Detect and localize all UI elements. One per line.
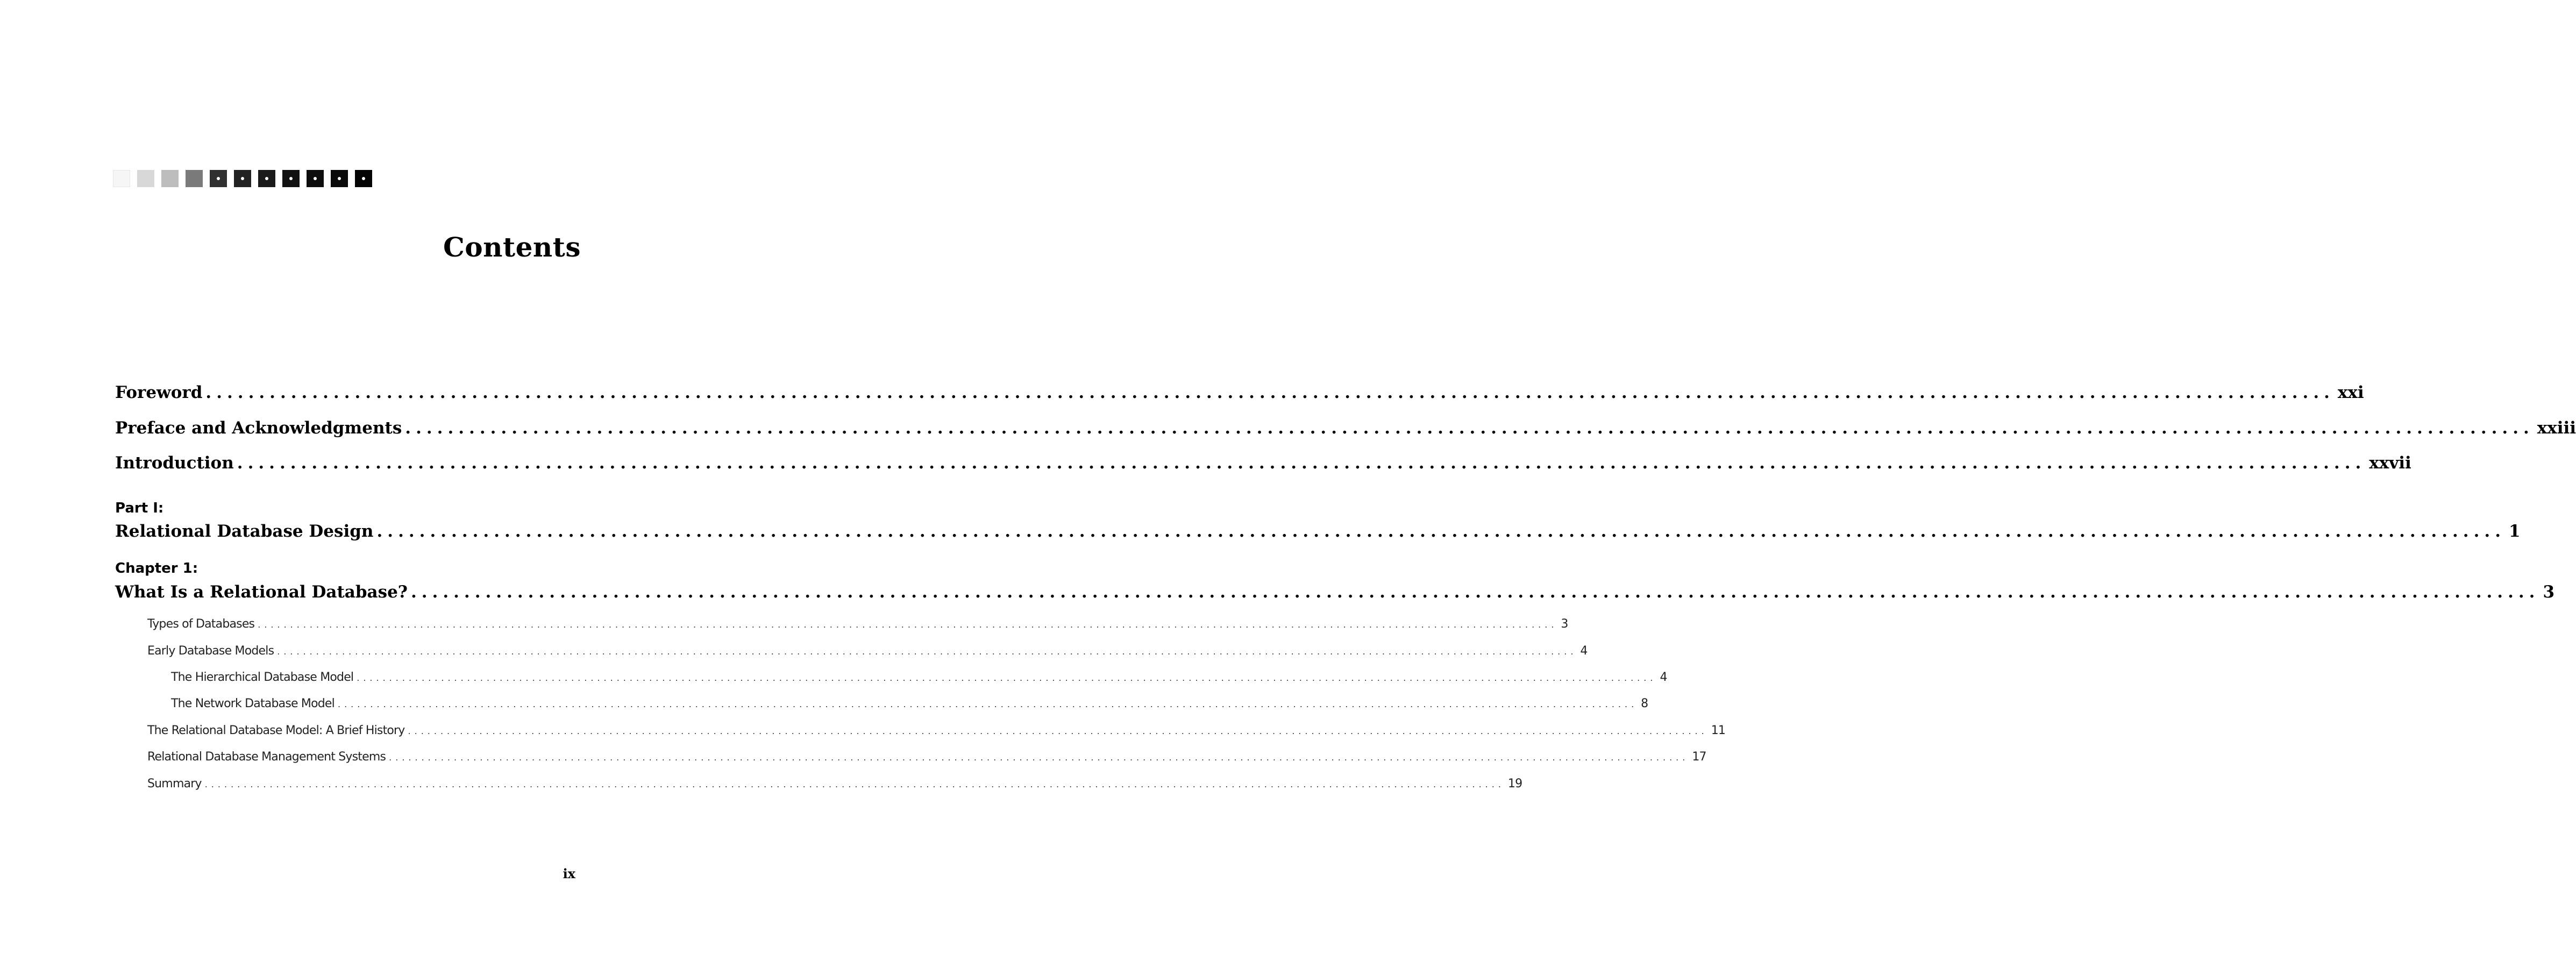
dot-leader: ........................................................................................................................................................................................................	[205, 383, 2335, 402]
toc-entry-page: xxvii	[2369, 453, 2411, 473]
toc-subsection	[171, 671, 1667, 684]
dot-leader: ........................................................................................................................................................................................................	[389, 752, 1689, 763]
decorative-square	[331, 170, 348, 187]
toc-section	[147, 724, 1726, 737]
dot-leader: ........................................................................................................................................................................................................	[237, 453, 2366, 473]
dot-leader: ........................................................................................................................................................................................................	[405, 418, 2534, 438]
page-number: ix	[563, 866, 575, 881]
toc-entry-label: Preface and Acknowledgments	[115, 418, 402, 438]
toc-entry-page: 3	[2543, 582, 2555, 602]
decorative-squares	[113, 170, 372, 187]
decorative-square	[258, 170, 275, 187]
toc-entry-label: Foreword	[115, 383, 203, 402]
toc-section-page: 4	[1660, 671, 1667, 684]
toc-section-page: 3	[1561, 617, 1568, 631]
toc-section-page: 4	[1580, 644, 1588, 658]
toc-entry-foreword	[115, 383, 2364, 402]
decorative-square	[355, 170, 372, 187]
dot-leader: ........................................................................................................................................................................................................	[277, 646, 1577, 657]
toc-entry-chapter-1	[115, 582, 2555, 602]
dot-leader: ........................................................................................................................................................................................................	[357, 673, 1657, 683]
toc-section	[147, 750, 1706, 764]
toc-section-label: Early Database Models	[147, 644, 274, 658]
decorative-square	[234, 170, 251, 187]
toc-entry-introduction	[115, 453, 2411, 473]
toc-entry-page: 1	[2508, 522, 2521, 541]
toc-section-label: The Relational Database Model: A Brief History	[147, 724, 405, 737]
toc-section-page: 8	[1641, 697, 1648, 710]
toc-section-label: Types of Databases	[147, 617, 255, 631]
dot-leader: ........................................................................................................................................................................................................	[408, 726, 1708, 736]
toc-section-label: Summary	[147, 777, 202, 791]
chapter-heading: Chapter 1:	[115, 560, 198, 576]
toc-section-label: The Network Database Model	[171, 697, 335, 710]
decorative-square	[282, 170, 300, 187]
dot-leader: ........................................................................................................................................................................................................	[204, 779, 1505, 789]
toc-section-page: 17	[1692, 750, 1706, 764]
part-heading: Part I:	[115, 500, 164, 516]
toc-section-label: Relational Database Management Systems	[147, 750, 386, 764]
dot-leader: ........................................................................................................................................................................................................	[337, 699, 1638, 709]
toc-entry-label: Relational Database Design	[115, 522, 374, 541]
decorative-square	[137, 170, 154, 187]
decorative-square	[186, 170, 203, 187]
toc-entry-page: xxiii	[2537, 418, 2576, 438]
toc-entry-part-1	[115, 522, 2521, 541]
decorative-square	[113, 170, 130, 187]
decorative-square	[307, 170, 324, 187]
toc-subsection	[171, 697, 1648, 710]
dot-leader: ........................................................................................................................................................................................................	[410, 582, 2540, 602]
toc-entry-preface	[115, 418, 2576, 438]
decorative-square	[161, 170, 179, 187]
dot-leader: ........................................................................................................................................................................................................	[258, 620, 1558, 630]
toc-section-page: 11	[1711, 724, 1726, 737]
page-title: Contents	[443, 231, 581, 263]
toc-entry-page: xxi	[2337, 383, 2364, 402]
toc-entry-label: What Is a Relational Database?	[115, 582, 408, 602]
toc-section	[147, 777, 1522, 791]
toc-section-label: The Hierarchical Database Model	[171, 671, 354, 684]
toc-section	[147, 644, 1588, 658]
toc-section	[147, 617, 1568, 631]
decorative-square	[210, 170, 227, 187]
toc-entry-label: Introduction	[115, 453, 234, 473]
toc-section-page: 19	[1507, 777, 1522, 791]
dot-leader: ........................................................................................................................................................................................................	[376, 522, 2506, 541]
